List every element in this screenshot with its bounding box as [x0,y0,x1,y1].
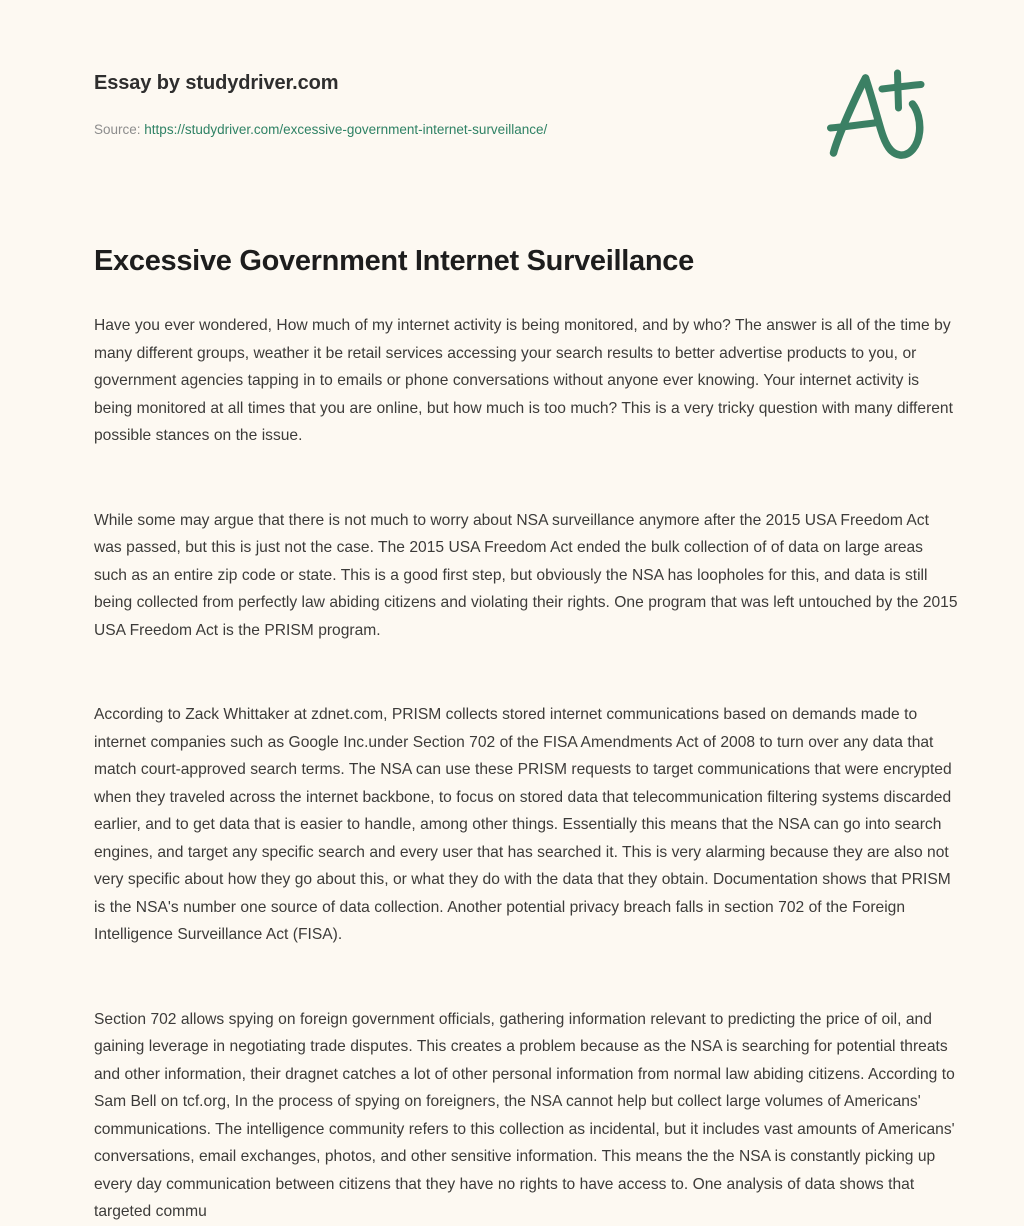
source-url-link[interactable]: https://studydriver.com/excessive-government-internet-surveillance/ [144,122,548,137]
paragraph-4: Section 702 allows spying on foreign government officials, gathering information relevant to predicting the price of oil, and gaining leverage in negotiating trade disputes. This creates a problem because as the NSA is searching for potential threats and other information, their dragnet catches a lot of other personal information from normal law abiding citizens. According to Sam Bell on tcf.org, In the process of spying on foreigners, the NSA cannot help but collect large volumes of Americans' communications. The intelligence community refers to this collection as incidental, but it includes vast amounts of Americans' conversations, email exchanges, photos, and other sensitive information. This means the the NSA is constantly picking up every day communication between citizens that they have no rights to have access to. One analysis of data shows that targeted commu [94,1010,955,1220]
paragraph-2: While some may argue that there is not much to worry about NSA surveillance anymore after the 2015 USA Freedom Act was passed, but this is just not the case. The 2015 USA Freedom Act ended the bulk collection of of data on large areas such as an entire zip code or state. This is a good first step, but obviously the NSA has loopholes for this, and data is still being collected from perfectly law abiding citizens and violating their rights. One program that was left untouched by the 2015 USA Freedom Act is the PRISM program. [94,511,958,639]
paragraph-1: Have you ever wondered, How much of my internet activity is being monitored, and by who? The answer is all of the time by many different groups, weather it be retail services accessing your search results to better advertise products to you, or government agencies tapping in to emails or phone conversations without anyone ever knowing. Your internet activity is being monitored at all times that you are online, but how much is too much? This is a very tricky question with many different possible stances on the issue. [94,317,953,444]
source-line [94,121,547,138]
page-title: Excessive Government Internet Surveillance [94,245,694,277]
source-label: Source: [94,122,141,137]
document-header [0,0,1024,190]
byline: Essay by studydriver.com [94,72,339,94]
a-plus-logo [818,58,936,168]
article-body [94,243,960,1226]
paragraph-3: According to Zack Whittaker at zdnet.com, PRISM collects stored internet communications based on demands made to internet companies such as Google Inc.under Section 702 of the FISA Amendments Act of 2008 to turn over any data that match court-approved search terms. The NSA can use these PRISM requests to target communications that were encrypted when they traveled across the internet backbone, to focus on stored data that telecommunication filtering systems discarded earlier, and to get data that is easier to handle, among other things. Essentially this means that the NSA can go into search engines, and target any specific search and every user that has searched it. This is very alarming because they are also not very specific about how they go about this, or what they do with the data that they obtain. Documentation shows that PRISM is the NSA's number one source of data collection. Another potential privacy breach falls in section 702 of the Foreign Intelligence Surveillance Act (FISA). [94,706,952,943]
